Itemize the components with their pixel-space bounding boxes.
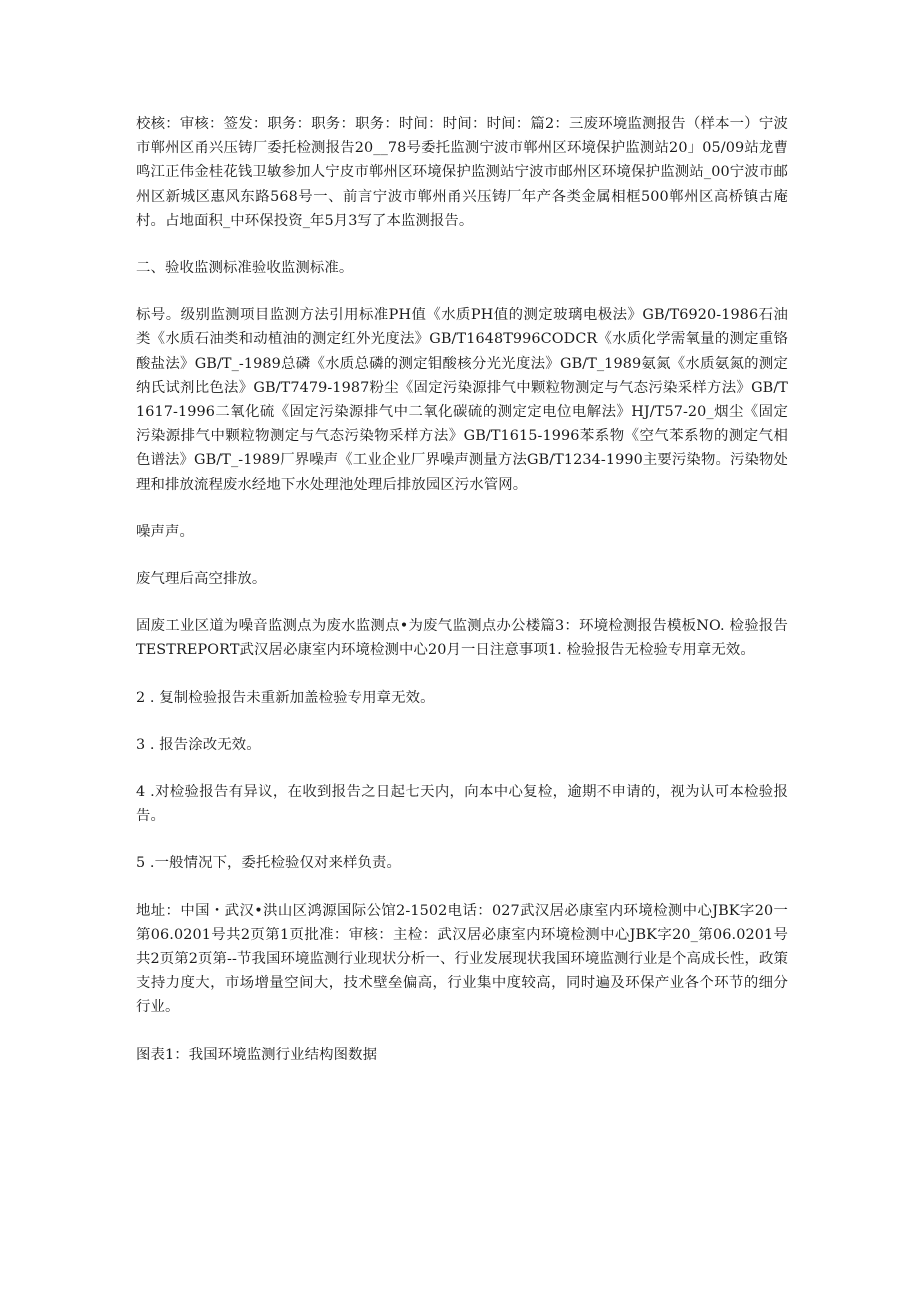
paragraph-notice-3: 3 . 报告涂改无效。 [136,736,261,753]
paragraph-notice-2: 2 . 复制检验报告未重新加盖检验专用章无效。 [136,689,435,706]
paragraph-monitoring-methods: 标号。级别监测项目监测方法引用标准PH值《水质PH值的测定玻璃电极法》GB/T6920-1986石油类《水质石油类和动植油的测定红外光度法》GB/T1648T996CODCR《水质化学需氧量的测定重铬酸盐法》GB/T_-1989总磷《水质总磷的测定钼酸核分光光度法》GB/T_1989氨氮《水质氨氮的测定纳氏试剂比色法》GB/T7479-1987粉尘《固定污染源排气中颗粒物测定与气态污染采样方法》GB/T1617-1996二氧化硫《固定污染源排气中二氧化碳硫的测定定电位电解法》HJ/T57-20_烟尘《固定污染源排气中颗粒物测定与气态污染物采样方法》GB/T1615-1996苯系物《空气苯系物的测定气相色谱法》GB/T_-1989厂界噪声《工业企业厂界噪声测量方法GB/T1234-1990主要污染物。污染物处理和排放流程废水经地下水处理池处理后排放园区污水管网。 [136,307,788,493]
paragraph-report-header: 校核：审核：签发：职务：职务：职务：时间：时间：时间：篇2：三废环境监测报告（样本一）宁波市郸州区甬兴压铸厂委托检测报告20__78号委托监测宁波市郸州区环境保护监测站20」05/09站龙曹鸣江正伟金桂花钱卫敏参加人宁皮市郸州区环境保护监测站宁波市邮州区环境保护监测站_00宁波市邮州区新城区惠风东路568号一、前言宁波市郸州甬兴压铸厂年产各类金属相框500郸州区高桥镇古庵村。占地面积_中环保投资_年5月3写了本监测报告。 [136,116,788,229]
paragraph-notice-5: 5 .一般情况下，委托检验仅对来样负责。 [136,855,401,872]
paragraph-report-template: 固废工业区道为噪音监测点为废水监测点•为废气监测点办公楼篇3：环境检测报告模板NO. 检验报告TESTREPORT武汉居必康室内环境检测中心20月一日注意事项1. 检验报告无检验专用章无效。 [136,618,788,659]
paragraph-notice-4: 4 .对检验报告有异议，在收到报告之日起七天内，向本中心复检，逾期不申请的，视为认可本检验报告。 [136,784,788,825]
paragraph-figure-caption: 图表1：我国环境监测行业结构图数据 [136,1046,378,1063]
paragraph-exhaust: 废气理后高空排放。 [136,571,267,588]
paragraph-section-standards: 二、验收监测标准验收监测标准。 [136,260,354,277]
paragraph-address-industry: 地址：中国・武汉•洪山区鸿源国际公馆2-1502电话：027武汉居必康室内环境检测中心JBK字20一第06.0201号共2页第1页批准：审核：主检：武汉居必康室内环境检测中心JBK字20_第06.0201号共2页第2页第--节我国环境监测行业现状分析一、行业发展现状我国环境监测行业是个高成长性，政策支持力度大，市场增量空间大，技术壁垒偏高，行业集中度较高，同时遍及环保产业各个环节的细分行业。 [136,902,788,1016]
paragraph-noise: 噪声声。 [136,523,194,540]
document-body [136,112,788,1090]
